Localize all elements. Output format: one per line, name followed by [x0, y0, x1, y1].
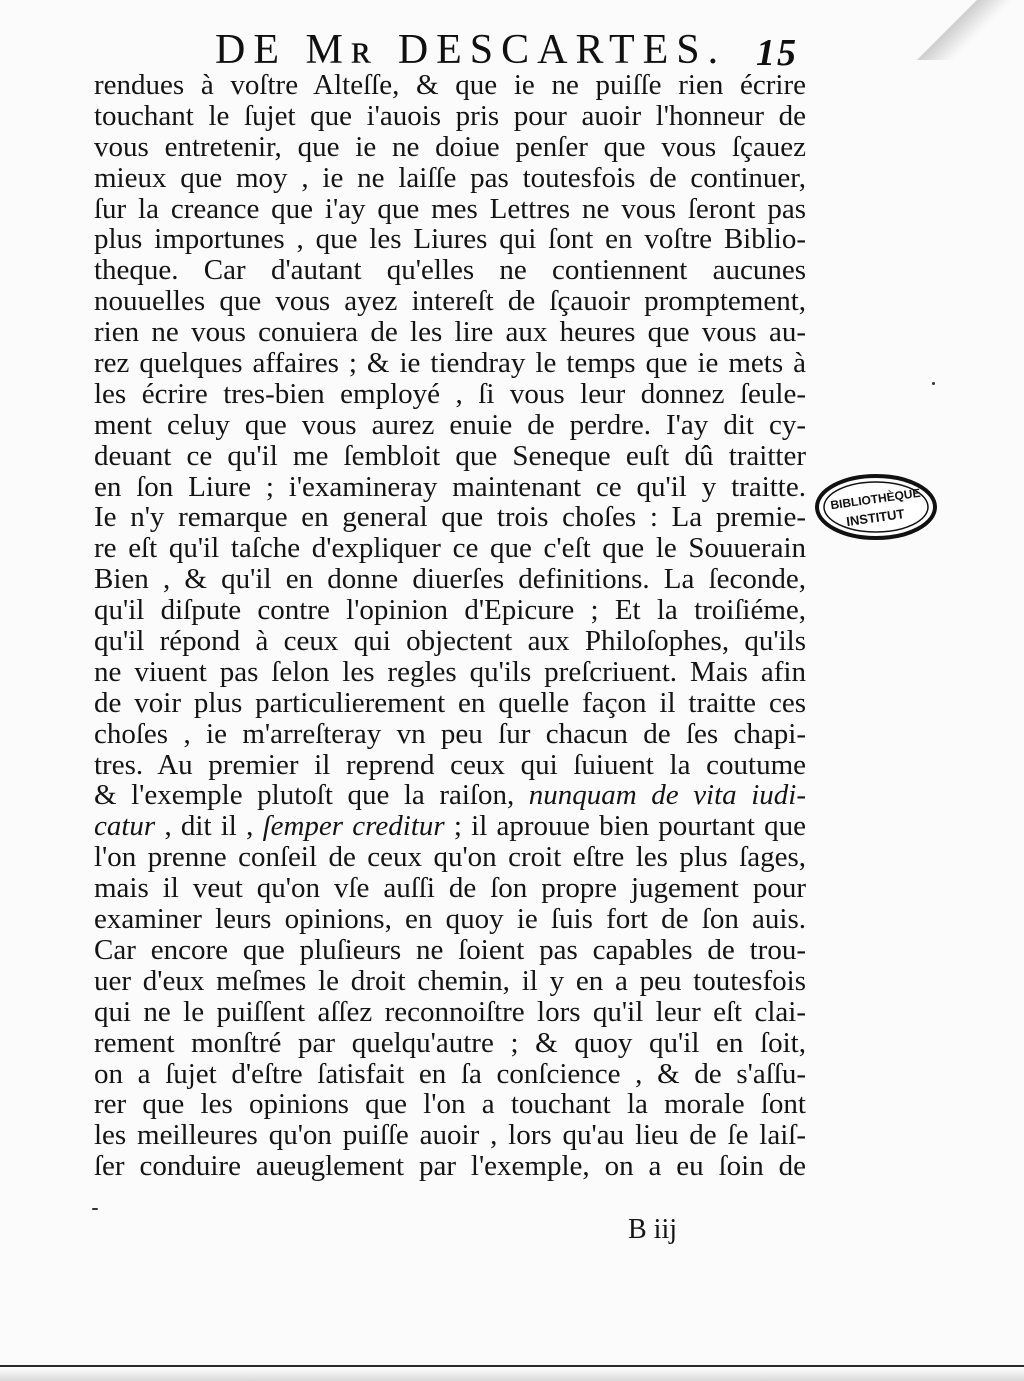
signature-mark: B iij [628, 1214, 678, 1245]
italic-quote: ſemper creditur [262, 811, 445, 843]
text-segment: on a ſujet d'eſtre ſatisfait en ſa conſcience , & de s'aſſu- [94, 1058, 806, 1090]
stamp-line-2: INSTITUT [845, 506, 906, 530]
body-text [94, 70, 806, 1220]
text-line [94, 132, 806, 163]
text-segment: qu'il diſpute contre l'opinion d'Epicure ; Et la troiſiéme, [94, 595, 806, 627]
running-head: DE Mʀ DESCARTES. [215, 27, 727, 73]
page-number: 15 [756, 32, 798, 74]
text-line [94, 688, 806, 719]
text-segment: tres. Au premier il reprend ceux qui ſuiuent la coutume [94, 749, 806, 781]
text-segment: Bien , & qu'il en donne diuerſes definitions. La ſeconde, [94, 564, 806, 596]
text-segment: , dit il , [155, 811, 263, 843]
text-segment: les meilleures qu'on puiſſe auoir , lors qu'au lieu de ſe laiſ- [94, 1120, 806, 1152]
text-segment: ſur la creance que i'ay que mes Lettres ne vous ſeront pas [94, 193, 806, 225]
text-segment: l'on prenne conſeil de ceux qu'on croit eſtre les plus ſages, [94, 842, 806, 874]
text-segment: uer d'eux meſmes le droit chemin, il y en a peu toutesfois [94, 965, 806, 997]
text-line [94, 348, 806, 379]
text-line [94, 410, 806, 441]
text-segment: qu'il répond à ceux qui objectent aux Philoſophes, qu'ils [94, 626, 806, 657]
text-line [94, 194, 806, 225]
text-segment: rer que les opinions que l'on a touchant la morale ſont [94, 1089, 806, 1121]
text-segment: mais il veut qu'on vſe auſſi de ſon propre jugement pour [94, 873, 806, 905]
text-line [94, 224, 806, 255]
text-line [94, 101, 806, 132]
text-line [94, 1151, 806, 1182]
text-line [94, 966, 806, 997]
text-line [94, 1028, 806, 1059]
text-line [94, 1120, 806, 1151]
text-segment: rement monſtré par quelqu'autre ; & quoy qu'il en ſoit, [94, 1027, 806, 1059]
text-line [94, 163, 806, 194]
text-line [94, 997, 806, 1028]
text-segment: ; il aprouue bien pourtant que [444, 811, 806, 843]
ink-speck [932, 382, 935, 385]
text-segment: en ſon Liure ; i'examineray maintenant ce qu'il y traitte. [94, 471, 806, 503]
text-line [94, 533, 806, 564]
text-segment: touchant le ſujet que i'auois pris pour auoir l'honneur de [94, 100, 806, 132]
text-line [94, 935, 806, 966]
text-segment: vous entretenir, que ie ne doiue penſer que vous ſçauez [94, 131, 806, 163]
text-segment: qui ne le puiſſent aſſez reconnoiſtre lors qu'il leur eſt clai- [94, 996, 806, 1028]
text-line [94, 657, 806, 688]
text-segment: deuant ce qu'il me ſembloit que Seneque euſt dû traitter [94, 440, 806, 472]
library-stamp [814, 472, 938, 542]
text-line [94, 379, 806, 410]
stamp-line-1: BIBLIOTHÈQUE [829, 485, 922, 513]
text-segment: choſes , ie m'arreſteray vn peu ſur chacun de ſes chapi- [94, 718, 806, 750]
text-segment: re eſt qu'il taſche d'expliquer ce que c'eſt que le Souuerain [94, 533, 806, 565]
text-segment: nouuelles que vous ayez intereſt de ſçauoir promptement, [94, 286, 806, 318]
text-segment: ſer conduire aueuglement par l'exemple, on a eu ſoin de [94, 1151, 806, 1183]
text-line [94, 472, 806, 503]
text-segment: Car encore que pluſieurs ne ſoient pas capables de trou- [94, 934, 806, 966]
text-line [94, 255, 806, 286]
ink-speck [92, 1208, 98, 1210]
italic-quote: nunquam de vita iudi- [528, 780, 806, 812]
text-segment: les écrire tres-bien employé , ſi vous leur donnez ſeule- [94, 378, 806, 410]
text-line [94, 595, 806, 626]
text-segment: mieux que moy , ie ne laiſſe pas toutesfois de continuer, [94, 162, 806, 194]
text-segment: rez quelques affaires ; & ie tiendray le temps que ie mets à [94, 348, 806, 379]
text-segment: theque. Car d'autant qu'elles ne contiennent aucunes [94, 255, 806, 287]
text-segment: rien ne vous conuiera de les lire aux heures que vous au- [94, 317, 806, 349]
text-line [94, 873, 806, 904]
text-line [94, 780, 806, 811]
text-line [94, 719, 806, 750]
text-line [94, 317, 806, 348]
scan-bottom-edge [0, 1365, 1024, 1381]
text-line [94, 626, 806, 657]
text-line [94, 70, 806, 101]
text-line [94, 1059, 806, 1090]
text-line [94, 1089, 806, 1120]
text-segment: examiner leurs opinions, en quoy ie ſuis fort de ſon auis. [94, 904, 806, 935]
text-line [94, 750, 806, 781]
text-line [94, 502, 806, 533]
text-segment: plus importunes , que les Liures qui ſont en voſtre Biblio- [94, 224, 806, 256]
text-segment: Ie n'y remarque en general que trois choſes : La premie- [94, 502, 806, 534]
text-segment: rendues à voſtre Alteſſe, & que ie ne puiſſe rien écrire [94, 70, 806, 101]
page-corner-shadow [904, 0, 1024, 60]
text-line [94, 842, 806, 873]
text-line [94, 441, 806, 472]
text-segment: ment celuy que vous aurez enuie de perdre. I'ay dit cy- [94, 409, 806, 441]
text-segment: ne viuent pas ſelon les regles qu'ils preſcriuent. Mais afin [94, 656, 806, 688]
text-line [94, 286, 806, 317]
text-line [94, 904, 806, 935]
italic-quote: catur [94, 811, 156, 843]
text-line [94, 564, 806, 595]
text-segment: de voir plus particulierement en quelle façon il traitte ces [94, 687, 806, 719]
text-segment: & l'exemple plutoſt que la raiſon, [94, 780, 529, 812]
text-line [94, 811, 806, 842]
